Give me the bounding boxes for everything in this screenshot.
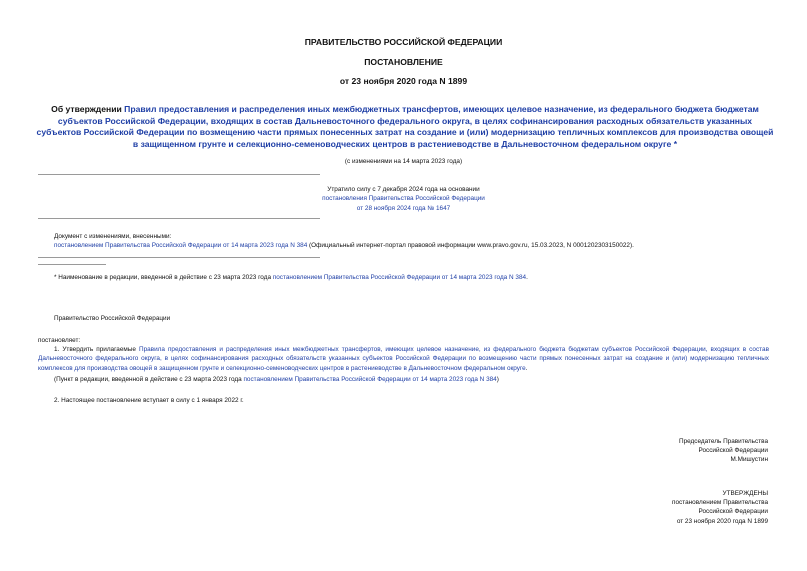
signature-name: М.Мишустин	[730, 456, 768, 464]
expired-decree-link[interactable]: постановления Правительства Российской Федерации	[322, 195, 485, 203]
title-footnote-mark: *	[671, 138, 678, 149]
divider	[38, 174, 320, 175]
signature-country: Российской Федерации	[698, 447, 768, 455]
item-1-prefix: 1. Утвердить прилагаемые	[54, 346, 139, 353]
approval-line: Российской Федерации	[698, 508, 768, 516]
footnote-divider	[38, 264, 106, 265]
approval-heading: УТВЕРЖДЕНЫ	[722, 490, 768, 497]
revision-note: (с изменениями на 14 марта 2023 года)	[344, 158, 463, 165]
item-1	[38, 345, 769, 373]
title-footnote	[54, 273, 769, 282]
document-type-heading: ПОСТАНОВЛЕНИЕ	[364, 57, 443, 67]
approval-line: постановлением Правительства	[672, 499, 768, 507]
footnote-decree-link[interactable]: постановлением Правительства Российской Федерации от 14 марта 2023 года N 384	[272, 274, 527, 281]
expired-notice	[0, 185, 807, 213]
approval-block	[672, 489, 768, 526]
item-1-rules-link[interactable]: Правила предоставления и распределения иных межбюджетных трансфертов, имеющих целевое назначение, из федерального бюджета бюджетам субъектов Российской Федерации, входящих в состав Дальневосточного федерального округа, в целях софинансирования расходных обязательств указанных субъектов Российской Федерации по возмещению части прямых понесенных затрат на создание и (или) модернизацию тепличных комплексов для производства овощей в защищенном грунте и селекционно-семеноводческих центров в растениеводстве в Дальневосточном федеральном округе	[38, 346, 769, 372]
item-2: 2. Настоящее постановление вступает в силу с 1 января 2022 г.	[54, 397, 244, 404]
expired-decree-number-link[interactable]: от 28 ноября 2024 года № 1647	[356, 204, 451, 212]
signature-block	[679, 437, 768, 465]
footnote-end: .	[526, 274, 528, 281]
approval-date-number: от 23 ноября 2020 года N 1899	[676, 517, 768, 525]
item-1-note-decree-link[interactable]: постановлением Правительства Российской Федерации от 14 марта 2023 года N 384	[243, 376, 497, 383]
title-rules-link[interactable]: Правил предоставления и распределения иных межбюджетных трансфертов, имеющих целевое назначение, из федерального бюджета бюджетам субъектов Российской Федерации, входящих в состав Дальневосточного федерального округа, в целях софинансирования расходных обязательств указанных субъектов Российской Федерации по возмещению части прямых понесенных затрат на создание и (или) модернизацию тепличных комплексов для производства овощей в защищенном грунте и селекционно-семеноводческих центров в растениеводстве в Дальневосточном федеральном округе	[36, 104, 774, 149]
item-1-note-prefix: (Пункт в редакции, введенной в действие с 23 марта 2023 года	[54, 376, 244, 383]
document-title	[36, 104, 774, 150]
amendment-source: (Официальный интернет-портал правовой информации www.pravo.gov.ru, 15.03.2023, N 0001202303150022).	[307, 242, 634, 250]
item-1-end: .	[525, 364, 528, 372]
decrees-word: постановляет:	[38, 337, 81, 344]
government-heading: ПРАВИТЕЛЬСТВО РОССИЙСКОЙ ФЕДЕРАЦИИ	[304, 37, 503, 47]
expired-line: Утратило силу с 7 декабря 2024 года на основании	[327, 186, 480, 193]
amendments-label: Документ с изменениями, внесенными:	[54, 233, 172, 240]
title-prefix: Об утверждении	[51, 104, 125, 114]
item-1-revision-note	[54, 375, 499, 384]
footnote-text: * Наименование в редакции, введенной в действие с 23 марта 2023 года	[54, 274, 273, 281]
divider	[38, 218, 320, 219]
document-date-number: от 23 ноября 2020 года N 1899	[339, 76, 468, 86]
amendments-block	[54, 232, 769, 251]
divider	[38, 257, 320, 258]
amendment-decree-link[interactable]: постановлением Правительства Российской Федерации от 14 марта 2023 года N 384	[54, 242, 308, 250]
signature-position: Председатель Правительства	[679, 438, 768, 445]
issuer: Правительство Российской Федерации	[54, 315, 171, 322]
item-1-note-end: )	[496, 376, 499, 383]
